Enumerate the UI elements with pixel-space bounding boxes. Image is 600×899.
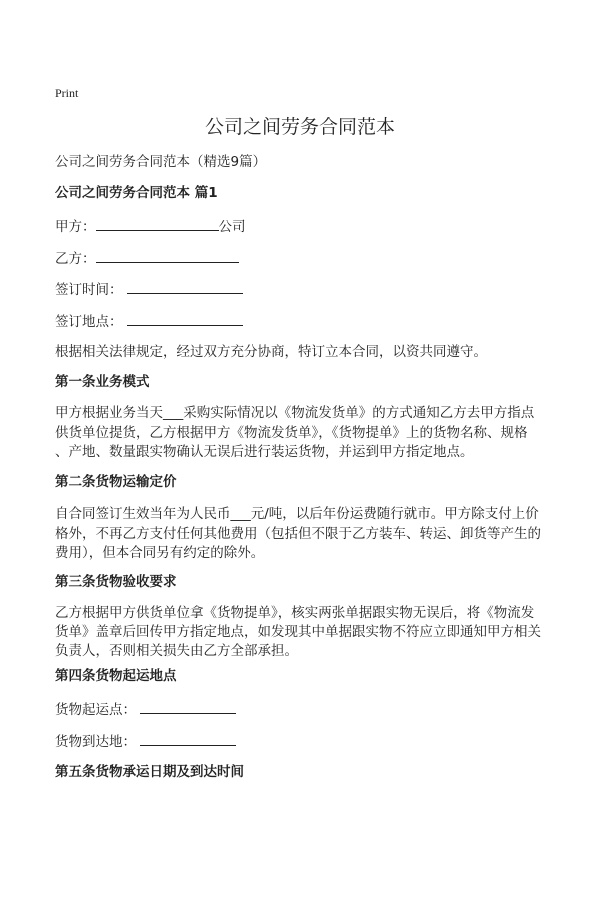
party-a-field (55, 216, 246, 238)
article-1-line: 甲方根据业务当天___采购实际情况以《物流发货单》的方式通知乙方去甲方指点 (55, 405, 535, 421)
article-4-heading: 第四条货物起运地点 (55, 668, 177, 684)
article-3-line: 负责人，否则相关损失由乙方全部承担。 (55, 643, 298, 659)
party-a-label: 甲方： (55, 219, 96, 235)
origin-blank (140, 699, 236, 714)
article-1-line: 供货单位提货，乙方根据甲方《物流发货单》，《货物提单》上的货物名称、规格 (55, 425, 528, 441)
party-b-label: 乙方： (55, 251, 96, 267)
sign-time-field (55, 279, 243, 301)
sign-time-blank (127, 279, 243, 294)
sign-place-field (55, 311, 243, 333)
destination-field (55, 731, 236, 753)
intro-paragraph: 根据相关法律规定，经过双方充分协商，特订立本合同，以资共同遵守。 (55, 344, 487, 360)
origin-label: 货物起运点： (55, 702, 136, 718)
party-b-field (55, 248, 239, 270)
party-a-suffix: 公司 (218, 219, 246, 235)
sign-place-blank (127, 311, 243, 326)
sign-place-label: 签订地点： (55, 314, 123, 330)
article-1-line: 、产地、数量跟实物确认无误后进行装运货物，并运到甲方指定地点。 (55, 444, 474, 460)
article-3-line: 乙方根据甲方供货单位拿《货物提单》，核实两张单据跟实物无误后，将《物流发 (55, 605, 535, 621)
article-3-heading: 第三条货物验收要求 (55, 574, 177, 590)
article-1-heading: 第一条业务模式 (55, 374, 150, 390)
section-title: 公司之间劳务合同范本 篇1 (55, 185, 218, 201)
origin-field (55, 699, 236, 721)
article-2-line: 格外，不再乙方支付任何其他费用（包括但不限于乙方装车、转运、卸货等产生的 (55, 526, 541, 542)
article-2-line: 费用），但本合同另有约定的除外。 (55, 545, 265, 561)
print-link[interactable]: Print (55, 86, 79, 100)
article-2-heading: 第二条货物运输定价 (55, 474, 177, 490)
document-subtitle: 公司之间劳务合同范本（精选9篇） (55, 154, 267, 170)
article-5-heading: 第五条货物承运日期及到达时间 (55, 764, 244, 780)
article-3-line: 货单》盖章后回传甲方指定地点，如发现其中单据跟实物不符应立即通知甲方相关 (55, 624, 541, 640)
destination-blank (140, 731, 236, 746)
destination-label: 货物到达地： (55, 734, 136, 750)
sign-time-label: 签订时间： (55, 282, 123, 298)
document-title: 公司之间劳务合同范本 (204, 116, 395, 138)
party-b-blank (96, 248, 239, 263)
article-2-line: 自合同签订生效当年为人民币___元/吨，以后年份运费随行就市。甲方除支付上价 (55, 506, 539, 522)
party-a-blank (96, 216, 219, 231)
